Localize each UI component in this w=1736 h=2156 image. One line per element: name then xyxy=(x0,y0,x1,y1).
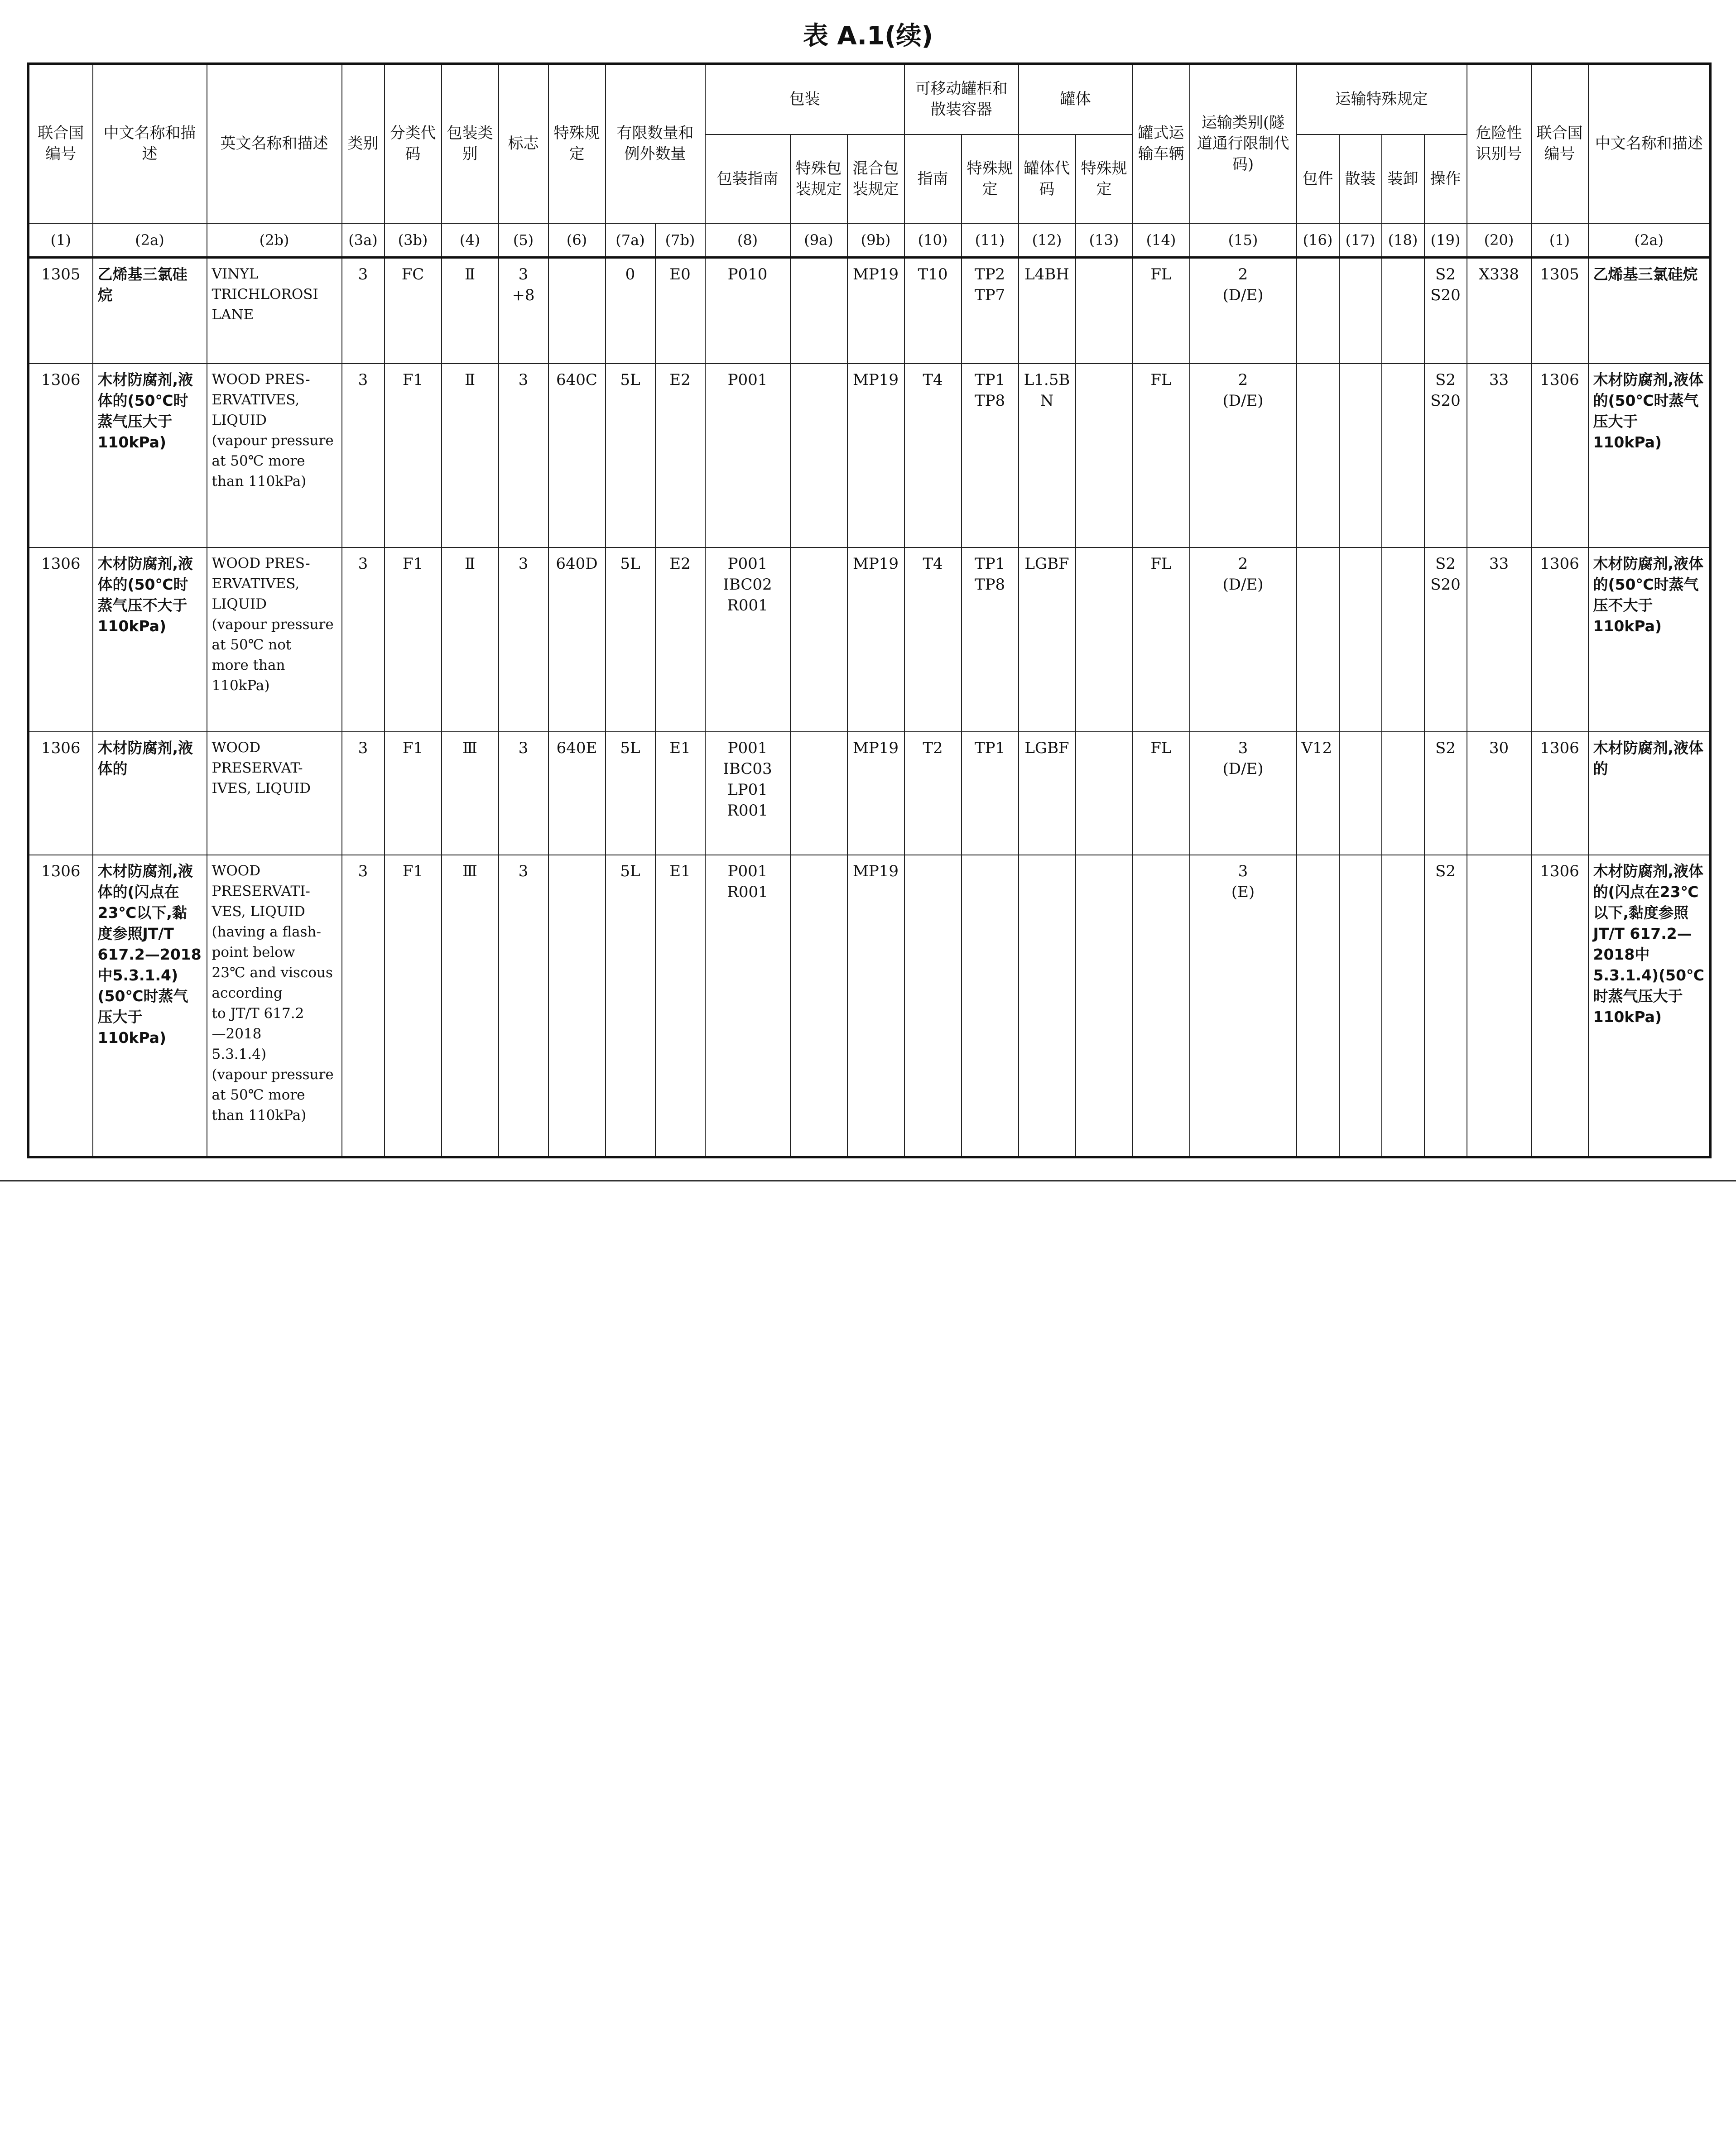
un-number-cell xyxy=(29,732,93,855)
excepted-qty-cell-text: E0 xyxy=(669,265,691,283)
excepted-qty-cell-text: E2 xyxy=(669,370,691,389)
tank-special-cell xyxy=(1076,855,1133,1157)
labels-cell xyxy=(499,732,548,855)
tank-special-cell xyxy=(1076,547,1133,731)
hazard-id-cell xyxy=(1467,855,1531,1157)
st-operation-cell-text: S2 S20 xyxy=(1430,370,1461,410)
st-packages-cell xyxy=(1297,258,1339,364)
packing-instructions-cell xyxy=(705,855,790,1157)
st-operation-cell xyxy=(1424,364,1467,547)
column-number: (2a) xyxy=(93,223,207,258)
column-number: (20) xyxy=(1467,223,1531,258)
hazard-id-cell xyxy=(1467,258,1531,364)
header-st-loading: 装卸 xyxy=(1382,134,1424,223)
tank-special-cell xyxy=(1076,364,1133,547)
transport-category-cell-text: 2 (D/E) xyxy=(1222,555,1264,594)
limited-qty-cell-text: 0 xyxy=(625,265,635,283)
labels-cell-text: 3 xyxy=(518,739,529,757)
special-packing-cell xyxy=(790,364,847,547)
name-cn-right-cell xyxy=(1588,855,1711,1157)
name-cn-right-cell xyxy=(1588,364,1711,547)
transport-category-cell-text: 3 (E) xyxy=(1231,862,1255,902)
packing-group-cell-text: Ⅱ xyxy=(464,370,476,389)
name-cn-right-cell-text: 乙烯基三氯硅烷 xyxy=(1593,265,1698,283)
st-operation-cell xyxy=(1424,258,1467,364)
st-loading-cell xyxy=(1382,732,1424,855)
dangerous-goods-table xyxy=(27,62,1712,1158)
name-cn-right-cell-text: 木材防腐剂,液体的(50℃时蒸气压大于110kPa) xyxy=(1593,370,1704,451)
st-packages-cell-text: V12 xyxy=(1301,739,1332,757)
special-provisions-cell xyxy=(548,732,606,855)
header-portable-tanks: 可移动罐柜和散装容器 xyxy=(904,64,1019,134)
column-number: (19) xyxy=(1424,223,1467,258)
un-number-cell-text: 1306 xyxy=(41,862,81,881)
packing-instructions-cell-text: P001 IBC03 LP01 R001 xyxy=(723,739,772,820)
st-packages-cell xyxy=(1297,732,1339,855)
st-operation-cell-text: S2 S20 xyxy=(1430,265,1461,304)
header-name-cn: 中文名称和描述 xyxy=(93,64,207,223)
tank-code-cell-text: LGBF xyxy=(1024,555,1069,573)
special-packing-cell xyxy=(790,547,847,731)
pt-instructions-cell xyxy=(904,855,962,1157)
name-cn-cell xyxy=(93,732,207,855)
class-code-cell-text: F1 xyxy=(402,862,423,881)
header-packaging: 包装 xyxy=(705,64,904,134)
class-code-cell xyxy=(385,364,442,547)
pt-special-cell-text: TP1 xyxy=(974,739,1005,757)
limited-qty-cell xyxy=(606,258,655,364)
transport-category-cell xyxy=(1190,258,1297,364)
header-tank-special: 特殊规定 xyxy=(1076,134,1133,223)
name-cn-right-cell xyxy=(1588,732,1711,855)
st-packages-cell xyxy=(1297,855,1339,1157)
un-number-right-cell-text: 1305 xyxy=(1540,265,1579,283)
class-code-cell-text: FC xyxy=(401,265,424,283)
column-number: (11) xyxy=(962,223,1019,258)
un-number-right-cell-text: 1306 xyxy=(1540,555,1579,573)
name-en-cell-text: WOOD PRES- ERVATIVES, LIQUID (vapour pressure at 50℃ more than 110kPa) xyxy=(212,371,334,490)
tank-vehicle-cell-text: FL xyxy=(1150,370,1172,389)
limited-qty-cell-text: 5L xyxy=(620,555,640,573)
limited-qty-cell-text: 5L xyxy=(620,739,640,757)
column-number-row xyxy=(29,223,1711,258)
excepted-qty-cell-text: E2 xyxy=(669,555,691,573)
transport-category-cell-text: 2 (D/E) xyxy=(1222,370,1264,410)
labels-cell xyxy=(499,547,548,731)
un-number-right-cell xyxy=(1531,364,1588,547)
st-operation-cell xyxy=(1424,732,1467,855)
class-cell-text: 3 xyxy=(358,370,368,389)
tank-vehicle-cell xyxy=(1133,855,1190,1157)
tank-code-cell xyxy=(1019,732,1076,855)
name-cn-cell xyxy=(93,547,207,731)
class-cell-text: 3 xyxy=(358,739,368,757)
special-provisions-cell xyxy=(548,547,606,731)
table-body xyxy=(29,258,1711,1157)
header-mixed-packing: 混合包装规定 xyxy=(847,134,904,223)
name-en-cell-text: VINYL TRICHLOROSI LANE xyxy=(212,266,318,323)
name-cn-cell xyxy=(93,364,207,547)
labels-cell xyxy=(499,258,548,364)
header-tanks: 罐体 xyxy=(1019,64,1133,134)
pt-instructions-cell-text: T2 xyxy=(923,739,943,757)
excepted-qty-cell-text: E1 xyxy=(669,739,691,757)
header-un-no-right: 联合国编号 xyxy=(1531,64,1588,223)
un-number-right-cell xyxy=(1531,732,1588,855)
packing-group-cell xyxy=(442,732,499,855)
pt-instructions-cell-text: T4 xyxy=(923,370,943,389)
st-packages-cell xyxy=(1297,547,1339,731)
class-code-cell xyxy=(385,732,442,855)
header-packing-instructions: 包装指南 xyxy=(705,134,790,223)
table-row xyxy=(29,732,1711,855)
transport-category-cell xyxy=(1190,732,1297,855)
name-en-cell xyxy=(207,258,342,364)
mixed-packing-cell-text: MP19 xyxy=(853,739,899,757)
header-name-cn-right: 中文名称和描述 xyxy=(1588,64,1711,223)
transport-category-cell xyxy=(1190,855,1297,1157)
tank-special-cell xyxy=(1076,258,1133,364)
un-number-cell xyxy=(29,258,93,364)
header-pt-instructions: 指南 xyxy=(904,134,962,223)
name-cn-right-cell-text: 木材防腐剂,液体的(闪点在23℃以下,黏度参照JT/T 617.2—2018中5.3.1.4)(50℃时蒸气压大于110kPa) xyxy=(1593,862,1705,1026)
st-operation-cell-text: S2 S20 xyxy=(1430,555,1461,594)
tank-code-cell-text: L4BH xyxy=(1024,265,1069,283)
limited-qty-cell-text: 5L xyxy=(620,370,640,389)
tank-vehicle-cell xyxy=(1133,547,1190,731)
column-number: (1) xyxy=(29,223,93,258)
un-number-cell xyxy=(29,855,93,1157)
table-caption: 表 A.1(续) xyxy=(803,21,933,51)
pt-special-cell xyxy=(962,732,1019,855)
hazard-id-cell-text: 33 xyxy=(1489,370,1509,389)
packing-instructions-cell xyxy=(705,364,790,547)
pt-instructions-cell xyxy=(904,732,962,855)
hazard-id-cell-text: 30 xyxy=(1489,739,1509,757)
table-row xyxy=(29,547,1711,731)
st-loading-cell xyxy=(1382,258,1424,364)
special-provisions-cell-text: 640C xyxy=(556,370,597,389)
column-number: (12) xyxy=(1019,223,1076,258)
special-packing-cell xyxy=(790,855,847,1157)
un-number-right-cell-text: 1306 xyxy=(1540,370,1579,389)
class-cell xyxy=(342,258,385,364)
header-pt-special: 特殊规定 xyxy=(962,134,1019,223)
tank-special-cell xyxy=(1076,732,1133,855)
header-special-packing: 特殊包装规定 xyxy=(790,134,847,223)
column-number: (9a) xyxy=(790,223,847,258)
un-number-cell-text: 1305 xyxy=(41,265,81,283)
header-packing-group: 包装类别 xyxy=(442,64,499,223)
limited-qty-cell xyxy=(606,855,655,1157)
column-number: (8) xyxy=(705,223,790,258)
excepted-qty-cell xyxy=(655,732,705,855)
labels-cell-text: 3 xyxy=(518,370,529,389)
class-code-cell-text: F1 xyxy=(402,739,423,757)
un-number-cell-text: 1306 xyxy=(41,370,81,389)
st-operation-cell xyxy=(1424,547,1467,731)
class-cell xyxy=(342,364,385,547)
special-provisions-cell xyxy=(548,364,606,547)
header-name-en: 英文名称和描述 xyxy=(207,64,342,223)
st-loading-cell xyxy=(1382,855,1424,1157)
column-number: (14) xyxy=(1133,223,1190,258)
pt-special-cell xyxy=(962,855,1019,1157)
packing-group-cell xyxy=(442,547,499,731)
class-code-cell xyxy=(385,855,442,1157)
mixed-packing-cell-text: MP19 xyxy=(853,862,899,881)
packing-group-cell-text: Ⅱ xyxy=(464,555,476,573)
special-provisions-cell-text: 640E xyxy=(556,739,597,757)
name-en-cell xyxy=(207,732,342,855)
column-number: (13) xyxy=(1076,223,1133,258)
column-number: (2a) xyxy=(1588,223,1711,258)
st-bulk-cell xyxy=(1339,258,1382,364)
un-number-cell-text: 1306 xyxy=(41,739,81,757)
column-number: (3b) xyxy=(385,223,442,258)
un-number-right-cell-text: 1306 xyxy=(1540,739,1579,757)
packing-group-cell-text: Ⅱ xyxy=(464,265,476,283)
hazard-id-cell xyxy=(1467,364,1531,547)
page-divider xyxy=(0,1180,1736,1181)
un-number-right-cell xyxy=(1531,258,1588,364)
limited-qty-cell-text: 5L xyxy=(620,862,640,881)
mixed-packing-cell xyxy=(847,547,904,731)
pt-special-cell xyxy=(962,258,1019,364)
header-special-provisions: 特殊规定 xyxy=(548,64,606,223)
un-number-cell-text: 1306 xyxy=(41,555,81,573)
name-en-cell xyxy=(207,364,342,547)
limited-qty-cell xyxy=(606,547,655,731)
header-class: 类别 xyxy=(342,64,385,223)
pt-special-cell-text: TP2 TP7 xyxy=(974,265,1005,304)
packing-instructions-cell xyxy=(705,547,790,731)
name-en-cell xyxy=(207,855,342,1157)
special-packing-cell xyxy=(790,732,847,855)
table-row xyxy=(29,258,1711,364)
transport-category-cell xyxy=(1190,364,1297,547)
header-labels: 标志 xyxy=(499,64,548,223)
name-cn-cell xyxy=(93,258,207,364)
class-cell-text: 3 xyxy=(358,265,368,283)
st-operation-cell xyxy=(1424,855,1467,1157)
header-class-code: 分类代码 xyxy=(385,64,442,223)
header-transport-category: 运输类别(隧道通行限制代码) xyxy=(1190,64,1297,223)
column-number: (16) xyxy=(1297,223,1339,258)
header-special-transport: 运输特殊规定 xyxy=(1297,64,1467,134)
class-code-cell xyxy=(385,258,442,364)
table-row xyxy=(29,855,1711,1157)
excepted-qty-cell xyxy=(655,855,705,1157)
name-cn-right-cell-text: 木材防腐剂,液体的(50℃时蒸气压不大于110kPa) xyxy=(1593,555,1704,635)
class-cell xyxy=(342,855,385,1157)
packing-instructions-cell xyxy=(705,258,790,364)
packing-instructions-cell-text: P001 R001 xyxy=(727,862,768,902)
class-cell xyxy=(342,732,385,855)
class-cell-text: 3 xyxy=(358,555,368,573)
column-number: (10) xyxy=(904,223,962,258)
column-number: (7b) xyxy=(655,223,705,258)
labels-cell-text: 3 +8 xyxy=(512,265,535,304)
pt-instructions-cell-text: T4 xyxy=(923,555,943,573)
labels-cell-text: 3 xyxy=(518,862,529,881)
header-hazard-id: 危险性识别号 xyxy=(1467,64,1531,223)
name-cn-cell-text: 木材防腐剂,液体的(闪点在23℃以下,黏度参照JT/T 617.2—2018中5.3.1.4)(50℃时蒸气压大于110kPa) xyxy=(97,862,202,1047)
column-number: (2b) xyxy=(207,223,342,258)
name-cn-cell-text: 木材防腐剂,液体的(50℃时蒸气压不大于110kPa) xyxy=(97,555,193,635)
excepted-qty-cell xyxy=(655,364,705,547)
hazard-id-cell-text: X338 xyxy=(1478,265,1520,283)
excepted-qty-cell xyxy=(655,258,705,364)
packing-instructions-cell xyxy=(705,732,790,855)
un-number-right-cell-text: 1306 xyxy=(1540,862,1579,881)
name-cn-right-cell-text: 木材防腐剂,液体的 xyxy=(1593,739,1704,778)
column-number: (17) xyxy=(1339,223,1382,258)
column-number: (3a) xyxy=(342,223,385,258)
hazard-id-cell xyxy=(1467,732,1531,855)
name-cn-cell-text: 木材防腐剂,液体的 xyxy=(97,739,193,778)
tank-vehicle-cell-text: FL xyxy=(1150,265,1172,283)
packing-group-cell-text: Ⅲ xyxy=(462,862,477,881)
class-code-cell xyxy=(385,547,442,731)
transport-category-cell-text: 2 (D/E) xyxy=(1222,265,1264,304)
pt-instructions-cell xyxy=(904,258,962,364)
class-code-cell-text: F1 xyxy=(402,370,423,389)
table-row xyxy=(29,364,1711,547)
tank-code-cell xyxy=(1019,855,1076,1157)
tank-vehicle-cell xyxy=(1133,364,1190,547)
tank-vehicle-cell xyxy=(1133,258,1190,364)
column-number: (15) xyxy=(1190,223,1297,258)
tank-code-cell xyxy=(1019,364,1076,547)
labels-cell-text: 3 xyxy=(518,555,529,573)
tank-code-cell-text: L1.5BN xyxy=(1024,370,1070,410)
tank-vehicle-cell xyxy=(1133,732,1190,855)
st-operation-cell-text: S2 xyxy=(1435,739,1456,757)
column-number: (1) xyxy=(1531,223,1588,258)
st-bulk-cell xyxy=(1339,855,1382,1157)
packing-instructions-cell-text: P001 IBC02 R001 xyxy=(723,555,772,615)
transport-category-cell-text: 3 (D/E) xyxy=(1222,739,1264,778)
pt-special-cell xyxy=(962,364,1019,547)
hazard-id-cell xyxy=(1467,547,1531,731)
class-code-cell-text: F1 xyxy=(402,555,423,573)
limited-qty-cell xyxy=(606,732,655,855)
mixed-packing-cell-text: MP19 xyxy=(853,555,899,573)
pt-special-cell-text: TP1 TP8 xyxy=(974,555,1005,594)
packing-group-cell xyxy=(442,855,499,1157)
tank-vehicle-cell-text: FL xyxy=(1150,555,1172,573)
name-cn-cell xyxy=(93,855,207,1157)
name-cn-cell-text: 乙烯基三氯硅烷 xyxy=(97,265,188,304)
labels-cell xyxy=(499,855,548,1157)
excepted-qty-cell xyxy=(655,547,705,731)
st-operation-cell-text: S2 xyxy=(1435,862,1456,881)
labels-cell xyxy=(499,364,548,547)
column-number: (18) xyxy=(1382,223,1424,258)
name-en-cell-text: WOOD PRESERVATI- VES, LIQUID (having a flash- point below 23℃ and viscous according to JT/T 617.2 —2018 5.3.1.4) (vapour pressure at 50℃ more than 110kPa) xyxy=(212,863,334,1124)
pt-special-cell xyxy=(962,547,1019,731)
class-cell xyxy=(342,547,385,731)
packing-group-cell xyxy=(442,364,499,547)
column-number: (5) xyxy=(499,223,548,258)
un-number-cell xyxy=(29,364,93,547)
st-bulk-cell xyxy=(1339,732,1382,855)
packing-instructions-cell-text: P001 xyxy=(727,370,768,389)
header-tank-vehicle: 罐式运输车辆 xyxy=(1133,64,1190,223)
tank-code-cell xyxy=(1019,258,1076,364)
pt-instructions-cell xyxy=(904,547,962,731)
header-limited-quantity: 有限数量和例外数量 xyxy=(606,64,705,223)
pt-special-cell-text: TP1 TP8 xyxy=(974,370,1005,410)
column-number: (9b) xyxy=(847,223,904,258)
special-provisions-cell-text: 640D xyxy=(556,555,598,573)
name-en-cell-text: WOOD PRES- ERVATIVES, LIQUID (vapour pressure at 50℃ not more than 110kPa) xyxy=(212,555,334,694)
st-loading-cell xyxy=(1382,364,1424,547)
st-bulk-cell xyxy=(1339,364,1382,547)
mixed-packing-cell xyxy=(847,732,904,855)
name-en-cell xyxy=(207,547,342,731)
tank-vehicle-cell-text: FL xyxy=(1150,739,1172,757)
header-un-no: 联合国编号 xyxy=(29,64,93,223)
mixed-packing-cell-text: MP19 xyxy=(853,265,899,283)
pt-instructions-cell-text: T10 xyxy=(918,265,948,283)
st-bulk-cell xyxy=(1339,547,1382,731)
packing-instructions-cell-text: P010 xyxy=(727,265,768,283)
name-en-cell-text: WOOD PRESERVAT- IVES, LIQUID xyxy=(212,739,311,797)
column-number: (7a) xyxy=(606,223,655,258)
st-loading-cell xyxy=(1382,547,1424,731)
column-number: (4) xyxy=(442,223,499,258)
mixed-packing-cell-text: MP19 xyxy=(853,370,899,389)
hazard-id-cell-text: 33 xyxy=(1489,555,1509,573)
limited-qty-cell xyxy=(606,364,655,547)
mixed-packing-cell xyxy=(847,364,904,547)
header-st-bulk: 散装 xyxy=(1339,134,1382,223)
table-header xyxy=(29,64,1711,258)
special-provisions-cell xyxy=(548,258,606,364)
un-number-right-cell xyxy=(1531,547,1588,731)
header-st-packages: 包件 xyxy=(1297,134,1339,223)
transport-category-cell xyxy=(1190,547,1297,731)
mixed-packing-cell xyxy=(847,258,904,364)
name-cn-cell-text: 木材防腐剂,液体的(50℃时蒸气压大于110kPa) xyxy=(97,370,193,451)
st-packages-cell xyxy=(1297,364,1339,547)
packing-group-cell-text: Ⅲ xyxy=(462,739,477,757)
name-cn-right-cell xyxy=(1588,547,1711,731)
special-provisions-cell xyxy=(548,855,606,1157)
packing-group-cell xyxy=(442,258,499,364)
excepted-qty-cell-text: E1 xyxy=(669,862,691,881)
name-cn-right-cell xyxy=(1588,258,1711,364)
un-number-cell xyxy=(29,547,93,731)
column-number: (6) xyxy=(548,223,606,258)
tank-code-cell xyxy=(1019,547,1076,731)
tank-code-cell-text: LGBF xyxy=(1024,739,1069,757)
pt-instructions-cell xyxy=(904,364,962,547)
mixed-packing-cell xyxy=(847,855,904,1157)
un-number-right-cell xyxy=(1531,855,1588,1157)
header-tank-code: 罐体代码 xyxy=(1019,134,1076,223)
class-cell-text: 3 xyxy=(358,862,368,881)
special-packing-cell xyxy=(790,258,847,364)
header-st-operation: 操作 xyxy=(1424,134,1467,223)
